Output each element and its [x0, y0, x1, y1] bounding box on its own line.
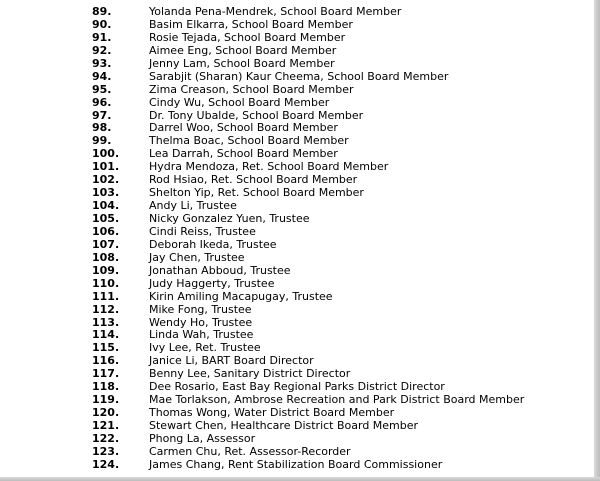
item-number: 101.: [92, 160, 120, 174]
list-item: [0, 303, 560, 316]
item-number: 116.: [92, 354, 120, 368]
page-edge-right: [594, 0, 600, 481]
item-number: 120.: [92, 406, 120, 420]
item-text: Sarabjit (Sharan) Kaur Cheema, School Board Member: [149, 69, 449, 83]
item-text: Jenny Lam, School Board Member: [149, 56, 335, 70]
item-number: 107.: [92, 237, 120, 251]
list-item: [0, 199, 560, 212]
item-number: 99.: [92, 134, 112, 148]
list-item: [0, 432, 560, 445]
item-number: 121.: [92, 419, 120, 432]
list-item: [0, 238, 560, 251]
list-item: [0, 277, 560, 290]
list-item: [0, 173, 560, 186]
list-item: [0, 83, 560, 96]
list-item: [0, 419, 560, 432]
item-text: Jay Chen, Trustee: [149, 250, 245, 264]
item-text: Thomas Wong, Water District Board Member: [149, 406, 395, 420]
list-item: [0, 316, 560, 329]
item-text: Judy Haggerty, Trustee: [149, 276, 275, 290]
item-text: Zima Creason, School Board Member: [149, 82, 354, 96]
list-item: [0, 406, 560, 419]
item-text: Janice Li, BART Board Director: [149, 354, 314, 368]
item-number: 110.: [92, 276, 120, 290]
item-number: 102.: [92, 173, 120, 187]
list-item: [0, 341, 560, 354]
item-text: Aimee Eng, School Board Member: [149, 43, 337, 57]
item-text: Jonathan Abboud, Trustee: [149, 263, 291, 277]
item-number: 92.: [92, 43, 112, 57]
item-number: 106.: [92, 224, 120, 238]
item-text: Nicky Gonzalez Yuen, Trustee: [149, 212, 310, 225]
item-text: Cindi Reiss, Trustee: [149, 224, 256, 238]
item-number: 91.: [92, 30, 112, 44]
item-text: Deborah Ikeda, Trustee: [149, 237, 277, 251]
item-number: 124.: [92, 457, 120, 471]
item-text: Mike Fong, Trustee: [149, 302, 252, 316]
item-text: Wendy Ho, Trustee: [149, 315, 253, 329]
list-item: [0, 393, 560, 406]
list-item: [0, 134, 560, 147]
list-item: [0, 367, 560, 380]
item-number: 95.: [92, 82, 112, 96]
item-text: Shelton Yip, Ret. School Board Member: [149, 186, 364, 200]
item-text: Phong La, Assessor: [149, 431, 256, 445]
item-number: 118.: [92, 380, 120, 394]
item-text: Benny Lee, Sanitary District Director: [149, 367, 351, 381]
item-text: James Chang, Rent Stabilization Board Commissioner: [149, 457, 443, 471]
item-text: Carmen Chu, Ret. Assessor-Recorder: [149, 444, 351, 458]
list-item: [0, 186, 560, 199]
list-item: [0, 290, 560, 303]
item-number: 111.: [92, 289, 120, 303]
list-item: [0, 5, 560, 18]
list-item: [0, 109, 560, 122]
item-text: Ivy Lee, Ret. Trustee: [149, 341, 261, 355]
item-text: Dr. Tony Ubalde, School Board Member: [149, 108, 364, 122]
list-item: [0, 380, 560, 393]
item-text: Andy Li, Trustee: [149, 199, 237, 213]
list-item: [0, 121, 560, 134]
list-item: [0, 445, 560, 458]
item-text: Rod Hsiao, Ret. School Board Member: [149, 173, 358, 187]
item-number: 114.: [92, 328, 120, 342]
item-text: Mae Torlakson, Ambrose Recreation and Park District Board Member: [149, 393, 525, 407]
item-number: 109.: [92, 263, 120, 277]
list-item: [0, 31, 560, 44]
item-number: 105.: [92, 212, 120, 225]
item-number: 122.: [92, 431, 120, 445]
item-text: Kirin Amiling Macapugay, Trustee: [149, 289, 333, 303]
list-item: [0, 57, 560, 70]
item-number: 100.: [92, 147, 120, 161]
item-number: 115.: [92, 341, 120, 355]
item-number: 108.: [92, 250, 120, 264]
list-item: [0, 44, 560, 57]
list-item: [0, 264, 560, 277]
item-text: Linda Wah, Trustee: [149, 328, 254, 342]
item-number: 93.: [92, 56, 112, 70]
item-number: 123.: [92, 444, 120, 458]
item-text: Hydra Mendoza, Ret. School Board Member: [149, 160, 389, 174]
endorsement-list: [0, 5, 560, 471]
list-item: [0, 18, 560, 31]
item-number: 119.: [92, 393, 120, 407]
list-item: [0, 328, 560, 341]
item-number: 117.: [92, 367, 120, 381]
list-item: [0, 147, 560, 160]
list-item: [0, 354, 560, 367]
item-number: 112.: [92, 302, 120, 316]
item-number: 96.: [92, 95, 112, 109]
list-item: [0, 160, 560, 173]
item-text: Rosie Tejada, School Board Member: [149, 30, 346, 44]
item-text: Cindy Wu, School Board Member: [149, 95, 330, 109]
list-item: [0, 458, 560, 471]
list-item: [0, 96, 560, 109]
item-text: Darrel Woo, School Board Member: [149, 121, 338, 135]
item-number: 94.: [92, 69, 112, 83]
item-text: Dee Rosario, East Bay Regional Parks District Director: [149, 380, 445, 394]
item-number: 104.: [92, 199, 120, 213]
item-text: Thelma Boac, School Board Member: [149, 134, 349, 148]
item-text: Lea Darrah, School Board Member: [149, 147, 338, 161]
item-text: Stewart Chen, Healthcare District Board Member: [149, 419, 419, 432]
item-number: 90.: [92, 17, 112, 31]
list-item: [0, 70, 560, 83]
list-item: [0, 225, 560, 238]
item-number: 98.: [92, 121, 112, 135]
item-number: 113.: [92, 315, 120, 329]
item-text: Basim Elkarra, School Board Member: [149, 17, 353, 31]
page-edge-bottom: [0, 477, 600, 481]
item-number: 103.: [92, 186, 120, 200]
list-item: [0, 212, 560, 225]
item-number: 97.: [92, 108, 112, 122]
list-item: [0, 251, 560, 264]
item-number: 89.: [92, 5, 112, 18]
item-text: Yolanda Pena-Mendrek, School Board Member: [149, 5, 402, 18]
